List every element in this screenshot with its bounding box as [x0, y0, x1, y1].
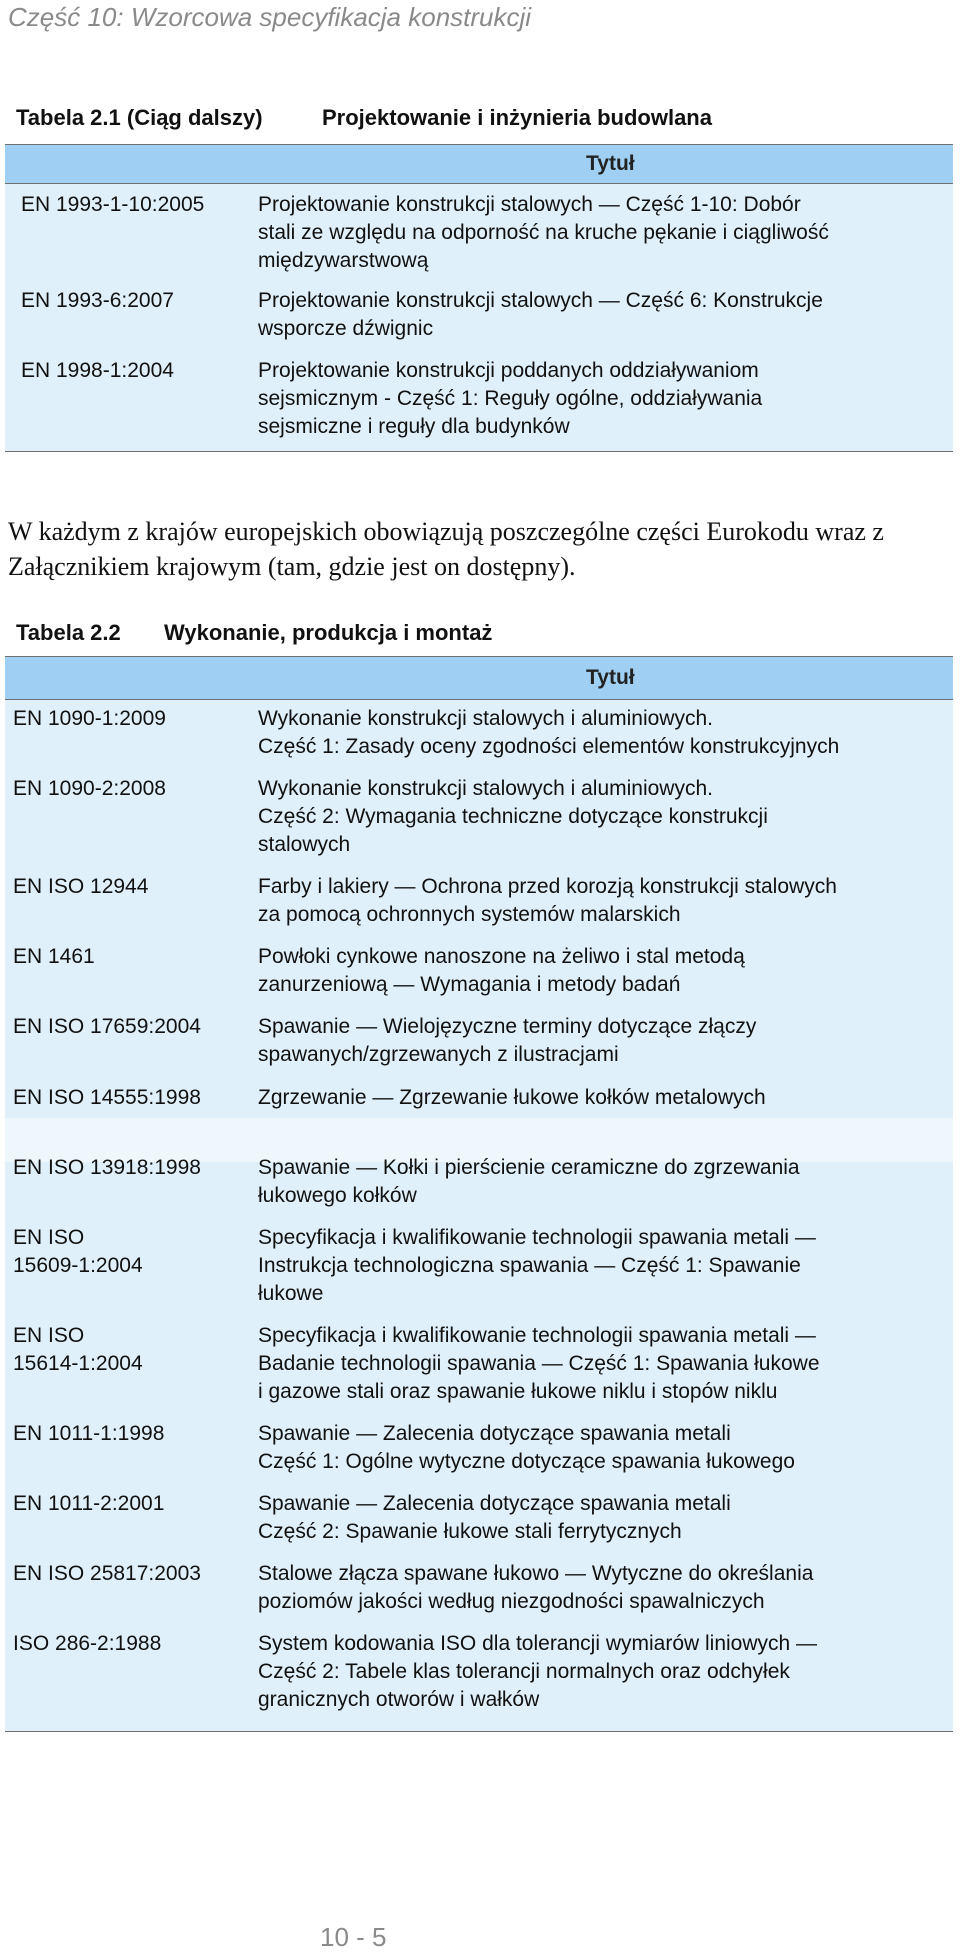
row-title: Spawanie — Wielojęzyczne terminy dotyczące złączy spawanych/zgrzewanych z ilustracjami [258, 1015, 757, 1066]
running-header: Część 10: Wzorcowa specyfikacja konstrukcji [8, 2, 532, 32]
row-title: Projektowanie konstrukcji poddanych oddziaływaniom sejsmicznym - Część 1: Reguły ogólne, oddziaływania sejsmiczne i reguły dla budynków [258, 359, 763, 438]
row-code: EN ISO 13918:1998 [13, 1156, 201, 1179]
row-title: Projektowanie konstrukcji stalowych — Część 1-10: Dobór stali ze względu na odporność na kruche pękanie i ciągliwość międzywarstwową [258, 193, 829, 272]
row-title: Zgrzewanie — Zgrzewanie łukowe kołków metalowych [258, 1086, 766, 1109]
table2 [5, 656, 953, 1732]
table2-header-row [5, 657, 953, 700]
row-title: Projektowanie konstrukcji stalowych — Część 6: Konstrukcje wsporcze dźwignic [258, 289, 823, 340]
row-title: Wykonanie konstrukcji stalowych i aluminiowych. Część 2: Wymagania techniczne dotyczące konstrukcji stalowych [258, 777, 768, 856]
row-code: EN 1090-1:2009 [13, 707, 166, 730]
row-code: EN ISO 14555:1998 [13, 1086, 201, 1109]
table1-title: Projektowanie i inżynieria budowlana [322, 105, 712, 130]
row-code: EN 1993-6:2007 [21, 289, 174, 312]
row-code: EN 1998-1:2004 [21, 359, 174, 382]
row-title: Spawanie — Kołki i pierścienie ceramiczne do zgrzewania łukowego kołków [258, 1156, 800, 1207]
table2-column-header: Tytuł [586, 666, 635, 689]
table1-column-header: Tytuł [586, 152, 635, 175]
row-code: EN 1011-2:2001 [13, 1492, 165, 1515]
row-title: Spawanie — Zalecenia dotyczące spawania metali Część 2: Spawanie łukowe stali ferrytycznych [258, 1492, 731, 1543]
row-title: Farby i lakiery — Ochrona przed korozją konstrukcji stalowych za pomocą ochronnych systemów malarskich [258, 875, 837, 926]
row-code: EN 1090-2:2008 [13, 777, 166, 800]
row-code: EN ISO 12944 [13, 875, 149, 898]
row-code: EN ISO 17659:2004 [13, 1015, 201, 1038]
table1-header-row [5, 145, 953, 184]
table2-title: Wykonanie, produkcja i montaż [164, 620, 493, 645]
row-title: Specyfikacja i kwalifikowanie technologii spawania metali — Badanie technologii spawania — Część 1: Spawania łukowe i gazowe stali oraz spawanie łukowe niklu i stopów niklu [258, 1324, 820, 1403]
row-title: Specyfikacja i kwalifikowanie technologii spawania metali — Instrukcja technologiczna spawania — Część 1: Spawanie łukowe [258, 1226, 816, 1305]
row-title: System kodowania ISO dla tolerancji wymiarów liniowych — Część 2: Tabele klas tolerancji normalnych oraz odchyłek granicznych otworów i wałków [258, 1632, 818, 1711]
row-code: EN 1011-1:1998 [13, 1422, 165, 1445]
row-title: Spawanie — Zalecenia dotyczące spawania metali Część 1: Ogólne wytyczne dotyczące spawania łukowego [258, 1422, 795, 1473]
table2-label: Tabela 2.2 [16, 620, 121, 645]
row-code: ISO 286-2:1988 [13, 1632, 162, 1655]
row-code: EN ISO 15609-1:2004 [13, 1226, 143, 1277]
row-code: EN ISO 25817:2003 [13, 1562, 201, 1585]
row-code: EN 1993-1-10:2005 [21, 193, 205, 216]
table1-label: Tabela 2.1 (Ciąg dalszy) [16, 105, 263, 130]
row-title: Wykonanie konstrukcji stalowych i aluminiowych. Część 1: Zasady oceny zgodności elementów konstrukcyjnych [258, 707, 840, 758]
row-title: Powłoki cynkowe nanoszone na żeliwo i stal metodą zanurzeniową — Wymagania i metody badań [258, 945, 745, 996]
row-code: EN 1461 [13, 945, 95, 968]
row-title: Stalowe złącza spawane łukowo — Wytyczne do określania poziomów jakości według niezgodności spawalniczych [258, 1562, 814, 1613]
row-code: EN ISO 15614-1:2004 [13, 1324, 143, 1375]
page-number: 10 - 5 [320, 1922, 387, 1952]
body-paragraph: W każdym z krajów europejskich obowiązują poszczególne części Eurokodu wraz z Załącznikiem krajowym (tam, gdzie jest on dostępny). [8, 517, 884, 581]
table1 [5, 144, 953, 452]
